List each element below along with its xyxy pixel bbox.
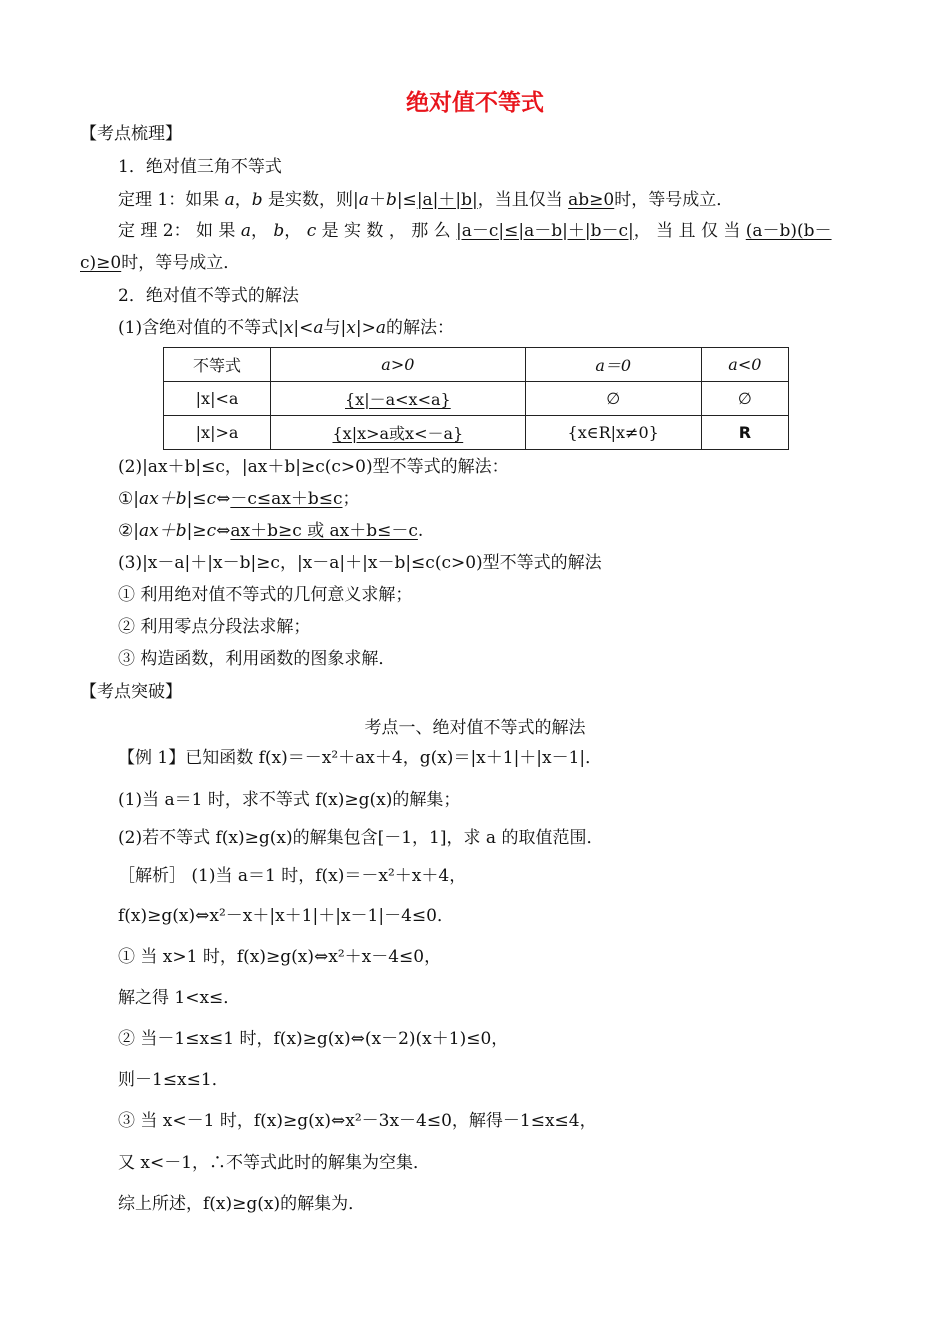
example-1-question-1: (1)当 a＝1 时，求不等式 f(x)≥g(x)的解集； [118,790,461,810]
example-1-statement: 【例 1】已知函数 f(x)＝－x²＋ax＋4，g(x)＝|x＋1|＋|x－1|． [118,748,603,768]
solution-line: 解之得 1<x≤． [118,988,241,1008]
solution-line: ③ 当 x<－1 时，f(x)≥g(x)⇔x²－3x－4≤0，解得－1≤x≤4， [118,1111,597,1131]
example-1-question-2: (2)若不等式 f(x)≥g(x)的解集包含[－1，1]，求 a 的取值范围． [118,828,604,848]
table-cell: ∅ [525,382,701,416]
table-cell: R [701,416,788,450]
solution-line: 则－1≤x≤1． [118,1070,229,1090]
table-header-row [164,348,789,382]
sub-item-2-rule-b: ②|ax＋b|≥c⇔ax＋b≥c 或 ax＋b≤－c. [118,521,424,541]
sub-item-3-method-c: ③ 构造函数，利用函数的图象求解． [118,649,396,669]
theorem-2-line-1: 定 理 2： 如 果 a， b， c 是 实 数 ， 那 么 |a－c|≤|a－b|＋|b－c|， 当 且 仅 当 (a－b)(b－ [118,221,832,241]
solution-line: ② 当－1≤x≤1 时，f(x)≥g(x)⇔(x－2)(x＋1)≤0， [118,1029,509,1049]
topic-heading: 考点一、绝对值不等式的解法 [364,718,586,738]
solution-line: f(x)≥g(x)⇔x²－x＋|x＋1|＋|x－1|－4≤0． [118,906,454,926]
table-cell: |x|<a [164,382,271,416]
section-heading-breakthrough: 【考点突破】 [80,682,182,702]
theorem-2-line-2: c)≥0时，等号成立． [80,253,241,273]
solution-line: ① 当 x>1 时，f(x)≥g(x)⇔x²＋x－4≤0， [118,947,442,967]
sub-item-2: (2)|ax＋b|≤c，|ax＋b|≥c(c>0)型不等式的解法： [118,457,509,477]
table-cell: |x|>a [164,416,271,450]
table-cell: {x∈R|x≠0} [525,416,701,450]
table-header-cell: a>0 [271,348,526,382]
sub-item-1: (1)含绝对值的不等式|x|<a与|x|>a的解法： [118,318,454,338]
table-cell: {x|x>a或x<－a} [271,416,526,450]
sub-item-2-rule-a: ①|ax＋b|≤c⇔－c≤ax＋b≤c； [118,489,360,509]
sub-item-3-method-b: ② 利用零点分段法求解； [118,617,311,637]
item-triangle-inequality: 1．绝对值三角不等式 [118,157,282,177]
table-header-cell: 不等式 [164,348,271,382]
table-cell: {x|－a<x<a} [271,382,526,416]
table-row [164,382,789,416]
page-title: 绝对值不等式 [406,90,544,116]
sub-item-3: (3)|x－a|＋|x－b|≥c，|x－a|＋|x－b|≤c(c>0)型不等式的解法 [118,553,602,573]
solution-line: 综上所述，f(x)≥g(x)的解集为． [118,1194,366,1214]
table-row [164,416,789,450]
table-cell: ∅ [701,382,788,416]
solution-set-table [163,347,789,450]
section-heading-review: 【考点梳理】 [80,124,182,144]
table-header-cell: a＝0 [525,348,701,382]
item-solving-methods: 2．绝对值不等式的解法 [118,286,299,306]
solution-line: ［解析］ (1)当 a＝1 时，f(x)＝－x²＋x＋4， [118,866,467,886]
table-header-cell: a<0 [701,348,788,382]
sub-item-3-method-a: ① 利用绝对值不等式的几何意义求解； [118,585,413,605]
theorem-1: 定理 1：如果 a，b 是实数，则|a＋b|≤|a|＋|b|，当且仅当 ab≥0时，等号成立． [118,190,734,210]
solution-line: 又 x<－1，∴不等式此时的解集为空集． [118,1153,431,1173]
